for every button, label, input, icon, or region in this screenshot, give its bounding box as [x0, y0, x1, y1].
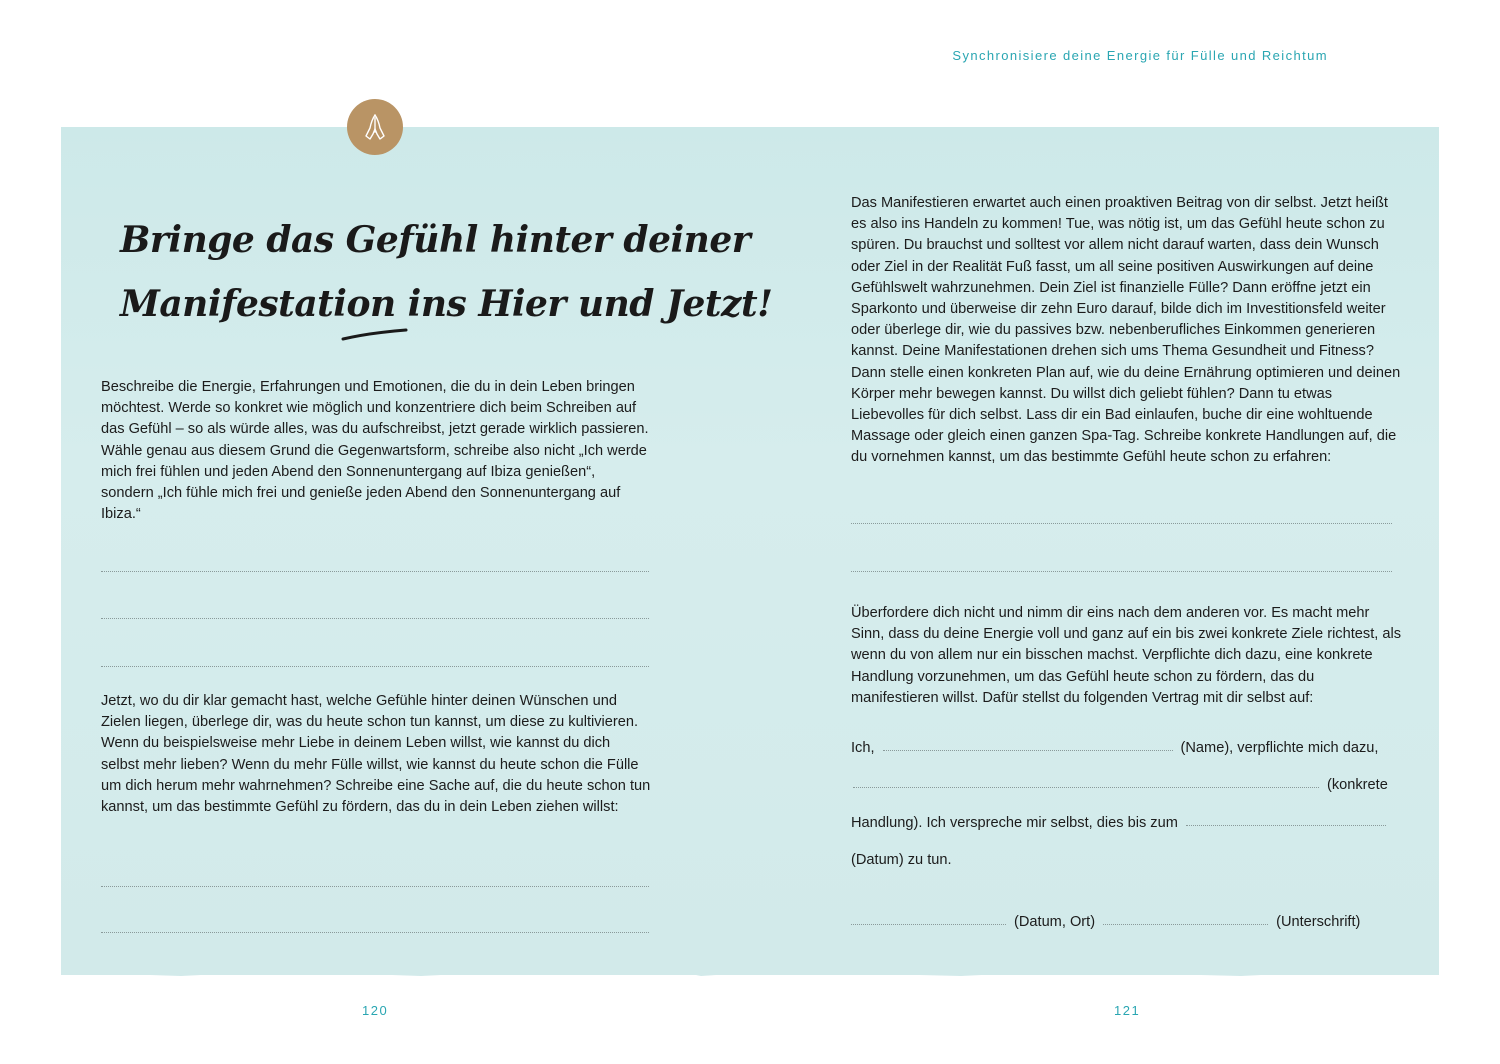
writing-line[interactable] [101, 932, 649, 933]
date-place-label: (Datum, Ort) [1014, 914, 1096, 930]
contract-promise-row [851, 809, 1399, 831]
writing-line[interactable] [101, 618, 649, 619]
writing-line[interactable] [101, 571, 649, 572]
right-intro-paragraph: Das Manifestieren erwartet auch einen proaktiven Beitrag von dir selbst. Jetzt heißt es also ins Handeln zu kommen! Tue, was nötig ist, um das Gefühl heute schon zu spüren. Du brauchst und solltest vor allem nicht darauf warten, dass dein Wunsch oder Ziel in der Realität Fuß fasst, um all seine positiven Auswirkungen auf deine Gefühlswelt wahrzunehmen. Dein Ziel ist finanzielle Fülle? Dann eröffne jetzt ein Sparkonto und überweise dir zehn Euro darauf, bilde dich im Investitionsfeld weiter oder überlege dir, wie du passives bzw. nebenberufliches Einkommen generieren kannst. Deine Manifestationen drehen sich ums Thema Gesundheit und Fitness? Dann stelle einen konkreten Plan auf, wie du deine Ernährung optimieren und deinen Körper mehr bewegen kannst. Du willst dich geliebt fühlen? Dann tu etwas Liebevolles für dich selbst. Lass dir ein Bad einlaufen, buche dir eine wohltuende Massage oder gleich einen ganzen Spa-Tag. Schreibe konkrete Handlungen auf, die du vornehmen kannst, um das bestimmte Gefühl heute schon zu erfahren: [851, 195, 1401, 466]
running-head: Synchronisiere deine Energie für Fülle und Reichtum [952, 48, 1328, 63]
headline-line-1: Bringe das Gefühl hinter deiner [120, 219, 751, 261]
contract-date-suffix: (Datum) zu tun. [851, 852, 952, 868]
deadline-field[interactable] [1186, 825, 1386, 826]
contract-name-row [851, 734, 1399, 756]
page-headline [120, 208, 773, 336]
writing-line[interactable] [101, 886, 649, 887]
contract-action-suffix: (konkrete [1327, 777, 1388, 793]
left-intro-paragraph: Beschreibe die Energie, Erfahrungen und Emotionen, die du in dein Leben bringen möchtest. Werde so konkret wie möglich und konzentriere dich beim Schreiben auf das Gefühl – so als würde alles, was du aufschreibst, jetzt gerade wirklich passieren. Wähle genau aus diesem Grund die Gegenwartsform, schreibe also nicht „Ich werde mich frei fühlen und jeden Abend den Sonnenuntergang auf Ibiza genießen“, sondern „Ich fühle mich frei und genieße jeden Abend den Sonnenuntergang auf Ibiza.“ [101, 379, 649, 523]
contract-name-suffix: (Name), verpflichte mich dazu, [1180, 740, 1379, 756]
headline-underline [340, 326, 410, 342]
date-place-field[interactable] [851, 924, 1006, 925]
contract-action-row [851, 771, 1399, 793]
headline-line-2: Manifestation ins Hier und Jetzt! [120, 283, 773, 325]
praying-hands-badge [347, 99, 403, 155]
page-number-left: 120 [362, 1003, 389, 1018]
writing-line[interactable] [851, 523, 1392, 524]
contract-signature-row [851, 908, 1399, 930]
writing-line[interactable] [101, 666, 649, 667]
right-second-paragraph: Überfordere dich nicht und nimm dir eins nach dem anderen vor. Es macht mehr Sinn, dass du deine Energie voll und ganz auf ein bis zwei konkrete Ziele richtest, als wenn du von allem nur ein bisschen machst. Verpflichte dich dazu, eine konkrete Handlung vorzunehmen, um das Gefühl heute schon zu fördern, das du manifestieren willst. Dafür stellst du folgenden Vertrag mit dir selbst auf: [851, 605, 1402, 706]
left-second-paragraph: Jetzt, wo du dir klar gemacht hast, welche Gefühle hinter deinen Wünschen und Zielen liegen, überlege dir, was du heute schon tun kannst, um diese zu kultivieren. Wenn du beispielsweise mehr Liebe in deinem Leben willst, wie kannst du dich selbst mehr lieben? Wenn du mehr Fülle willst, wie kannst du heute schon die Fülle um dich herum mehr wahrnehmen? Schreibe eine Sache auf, die du heute schon tun kannst, um das bestimmte Gefühl zu fördern, das du in dein Leben ziehen willst: [101, 693, 651, 816]
contract-date-row [851, 846, 1399, 868]
writing-line[interactable] [851, 571, 1392, 572]
contract-promise-text: Handlung). Ich verspreche mir selbst, dies bis zum [851, 815, 1178, 831]
contract-ich-label: Ich, [851, 740, 875, 756]
page-number-right: 121 [1114, 1003, 1141, 1018]
action-field[interactable] [853, 787, 1319, 788]
signature-label: (Unterschrift) [1276, 914, 1361, 930]
signature-field[interactable] [1103, 924, 1268, 925]
torn-paper-edge [61, 962, 1439, 982]
name-field[interactable] [883, 750, 1173, 751]
praying-hands-icon [358, 110, 392, 144]
